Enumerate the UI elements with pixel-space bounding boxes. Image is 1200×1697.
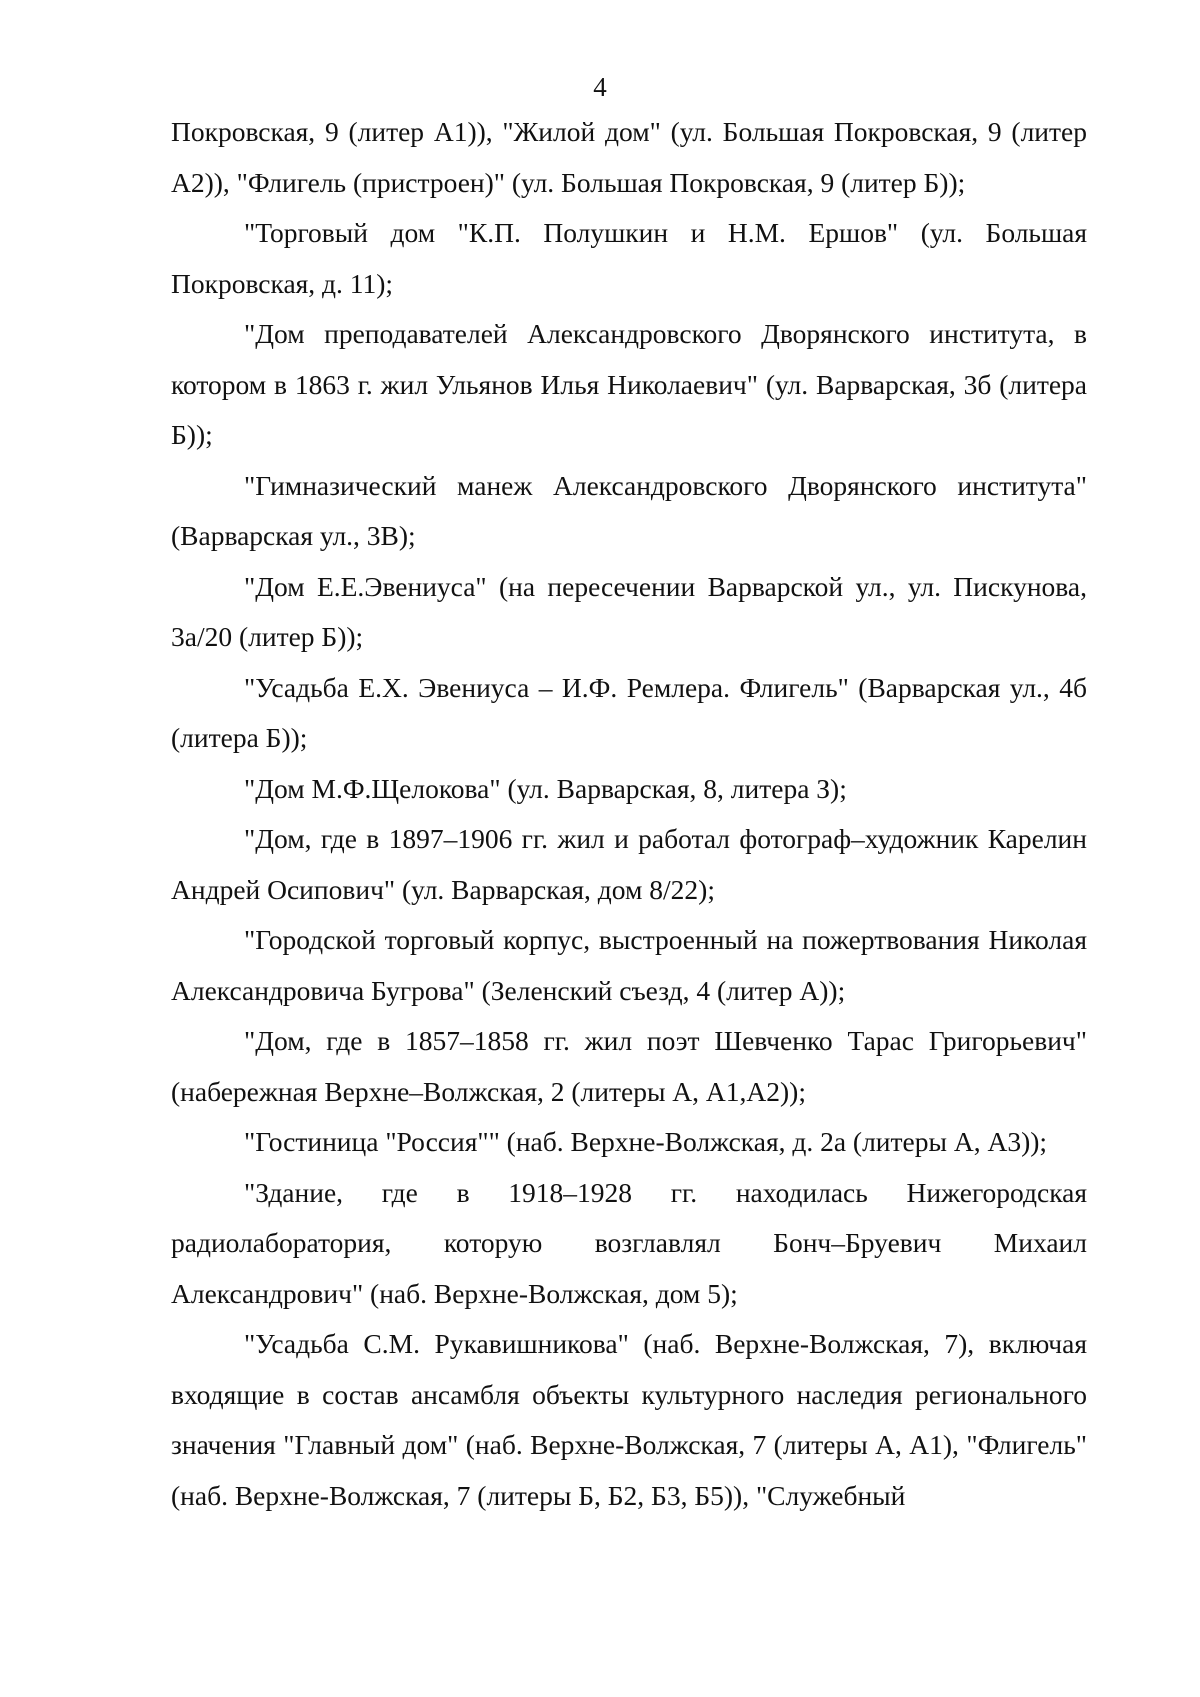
- paragraph: "Гостиница "Россия"" (наб. Верхне-Волжская, д. 2а (литеры А, А3));: [244, 1126, 1048, 1157]
- paragraph: "Торговый дом "К.П. Полушкин и Н.М. Ершов" (ул. Большая Покровская, д. 11);: [171, 217, 1087, 299]
- paragraph: Покровская, 9 (литер А1)), "Жилой дом" (ул. Большая Покровская, 9 (литер А2)), "Флигель (пристроен)" (ул. Большая Покровская, 9 (литер Б));: [171, 116, 1087, 198]
- paragraph: "Дом Е.Е.Эвениуса" (на пересечении Варварской ул., ул. Пискунова, 3а/20 (литер Б));: [171, 570, 1087, 652]
- paragraph: "Городской торговый корпус, выстроенный на пожертвования Николая Александровича Бугрова" (Зеленский съезд, 4 (литер А));: [171, 924, 1087, 1006]
- paragraph: "Здание, где в 1918–1928 гг. находилась Нижегородская радиолаборатория, которую возглавлял Бонч–Бруевич Михаил Александрович" (наб. Верхне-Волжская, дом 5);: [171, 1176, 1087, 1309]
- paragraph: "Усадьба С.М. Рукавишникова" (наб. Верхне-Волжская, 7), включая входящие в состав ансамбля объекты культурного наследия регионального значения "Главный дом" (наб. Верхне-Волжская, 7 (литеры А, А1), "Флигель" (наб. Верхне-Волжская, 7 (литеры Б, Б2, Б3, Б5)), "Служебный: [171, 1328, 1087, 1511]
- paragraph: "Дом, где в 1897–1906 гг. жил и работал фотограф–художник Карелин Андрей Осипович" (ул. Варварская, дом 8/22);: [171, 823, 1087, 905]
- paragraph: "Гимназический манеж Александровского Дворянского института" (Варварская ул., 3В);: [171, 469, 1087, 551]
- paragraph: "Усадьба Е.Х. Эвениуса – И.Ф. Ремлера. Флигель" (Варварская ул., 4б (литера Б));: [171, 671, 1087, 753]
- document-body: [171, 107, 1087, 1521]
- paragraph: "Дом преподавателей Александровского Дворянского института, в котором в 1863 г. жил Ульянов Илья Николаевич" (ул. Варварская, 3б (литера Б));: [171, 318, 1087, 450]
- paragraph: "Дом, где в 1857–1858 гг. жил поэт Шевченко Тарас Григорьевич" (набережная Верхне–Волжская, 2 (литеры А, А1,А2));: [171, 1025, 1087, 1107]
- paragraph: "Дом М.Ф.Щелокова" (ул. Варварская, 8, литера З);: [244, 772, 847, 804]
- page-number: 4: [593, 72, 607, 102]
